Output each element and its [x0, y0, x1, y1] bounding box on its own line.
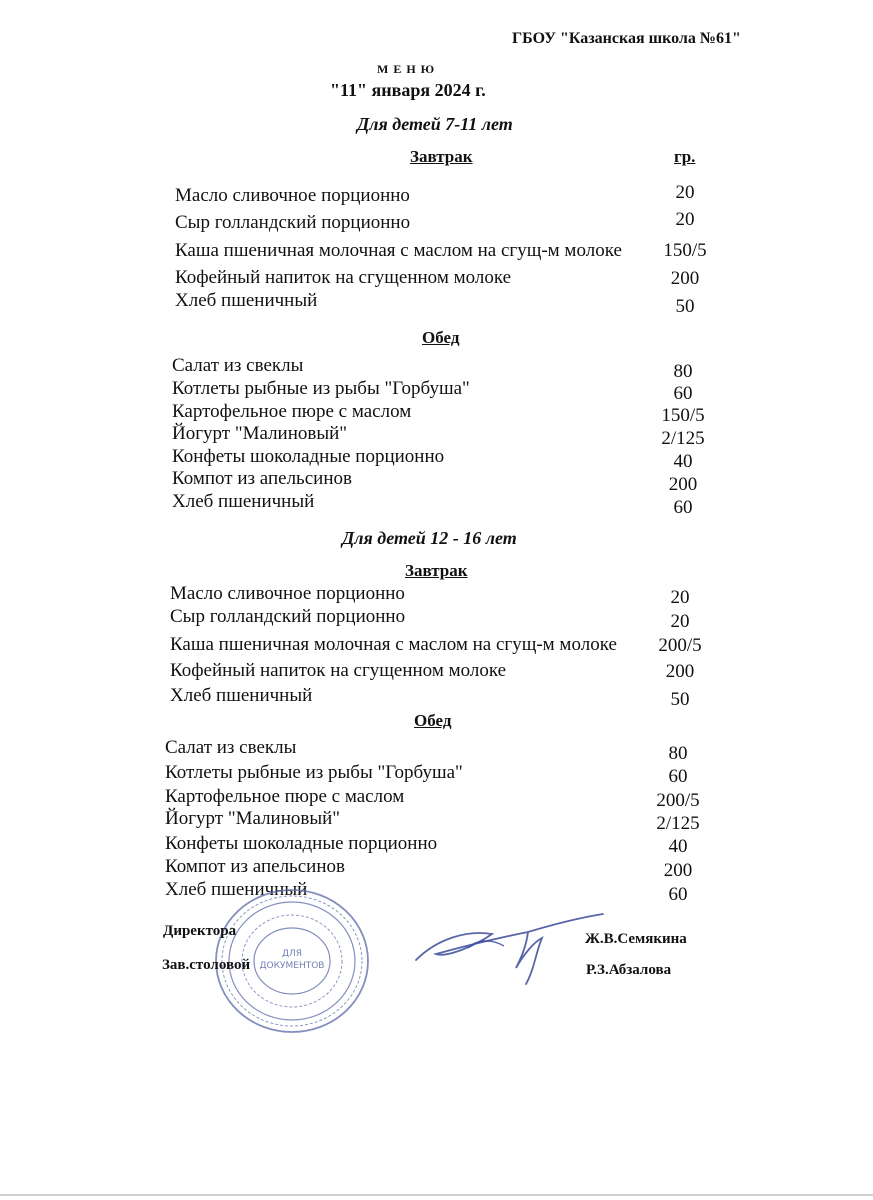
menu-item: Картофельное пюре с маслом: [165, 786, 405, 807]
menu-item-grams: 150/5: [661, 405, 705, 426]
menu-item-grams: 50: [675, 296, 695, 317]
menu-item-grams: 200/5: [656, 790, 700, 811]
menu-item-grams: 20: [670, 587, 690, 608]
menu-item: Кофейный напиток на сгущенном молоке: [170, 660, 507, 681]
stamp-text-top: ДЛЯ: [281, 949, 303, 959]
scan-edge-line: [0, 1194, 873, 1196]
menu-item-grams: 60: [673, 497, 693, 518]
breakfast-heading: Завтрак: [405, 561, 468, 580]
menu-item: Конфеты шоколадные порционно: [172, 446, 445, 467]
director-name: Ж.В.Семякина: [585, 931, 687, 947]
breakfast-heading: Завтрак: [410, 147, 473, 166]
menu-item: Хлеб пшеничный: [172, 491, 315, 512]
menu-item-grams: 200: [665, 661, 695, 682]
menu-item-grams: 80: [668, 743, 688, 764]
menu-item-grams: 20: [670, 611, 690, 632]
menu-item-grams: 60: [668, 766, 688, 787]
lunch-heading: Обед: [414, 711, 452, 730]
menu-item-grams: 80: [673, 361, 693, 382]
menu-item: Компот из апельсинов: [172, 468, 352, 489]
director-label: Директора: [163, 923, 237, 939]
menu-item-grams: 20: [675, 209, 695, 230]
group-title-12-16: Для детей 12 - 16 лет: [342, 528, 517, 548]
menu-item: Масло сливочное порционно: [170, 583, 405, 604]
menu-item: Салат из свеклы: [165, 737, 297, 758]
school-name: ГБОУ "Казанская школа №61": [512, 30, 741, 47]
menu-item-grams: 40: [668, 836, 688, 857]
menu-item-grams: 50: [670, 689, 690, 710]
menu-item-grams: 60: [673, 383, 693, 404]
group-title-7-11: Для детей 7-11 лет: [357, 114, 513, 134]
menu-item-grams: 200: [668, 474, 698, 495]
menu-item: Каша пшеничная молочная с маслом на сгущ-м молоке: [175, 240, 622, 261]
menu-item-grams: 200: [670, 268, 700, 289]
menu-date: "11" января 2024 г.: [330, 80, 486, 100]
lunch-heading: Обед: [422, 328, 460, 347]
menu-item: Компот из апельсинов: [165, 856, 345, 877]
menu-item: Хлеб пшеничный: [170, 685, 313, 706]
menu-item: Масло сливочное порционно: [175, 185, 410, 206]
menu-item: Сыр голландский порционно: [175, 212, 411, 233]
menu-item-grams: 40: [673, 451, 693, 472]
unit-heading: гр.: [674, 147, 696, 166]
menu-item: Котлеты рыбные из рыбы "Горбуша": [165, 762, 463, 783]
stamp-text-bottom: ДОКУМЕНТОВ: [259, 961, 325, 971]
handwritten-signature: [408, 908, 608, 988]
menu-item: Кофейный напиток на сгущенном молоке: [175, 267, 512, 288]
menu-item-grams: 20: [675, 182, 695, 203]
menu-item-grams: 200/5: [658, 635, 702, 656]
menu-item: Конфеты шоколадные порционно: [165, 833, 438, 854]
menu-item: Сыр голландский порционно: [170, 606, 406, 627]
menu-item-grams: 150/5: [663, 240, 707, 261]
menu-item-grams: 200: [663, 860, 693, 881]
menu-item: Йогурт "Малиновый": [165, 808, 341, 829]
canteen-label: Зав.столовой: [162, 957, 251, 973]
menu-item: Каша пшеничная молочная с маслом на сгущ-м молоке: [170, 634, 617, 655]
menu-item: Хлеб пшеничный: [175, 290, 318, 311]
menu-item: Котлеты рыбные из рыбы "Горбуша": [172, 378, 470, 399]
menu-item-grams: 60: [668, 884, 688, 905]
menu-item: Йогурт "Малиновый": [172, 423, 348, 444]
menu-item-grams: 2/125: [661, 428, 705, 449]
menu-item: Салат из свеклы: [172, 355, 304, 376]
menu-item: Картофельное пюре с маслом: [172, 401, 412, 422]
menu-title: М Е Н Ю: [377, 62, 436, 76]
menu-item: Хлеб пшеничный: [165, 879, 308, 900]
canteen-name: Р.З.Абзалова: [586, 962, 672, 978]
menu-item-grams: 2/125: [656, 813, 700, 834]
